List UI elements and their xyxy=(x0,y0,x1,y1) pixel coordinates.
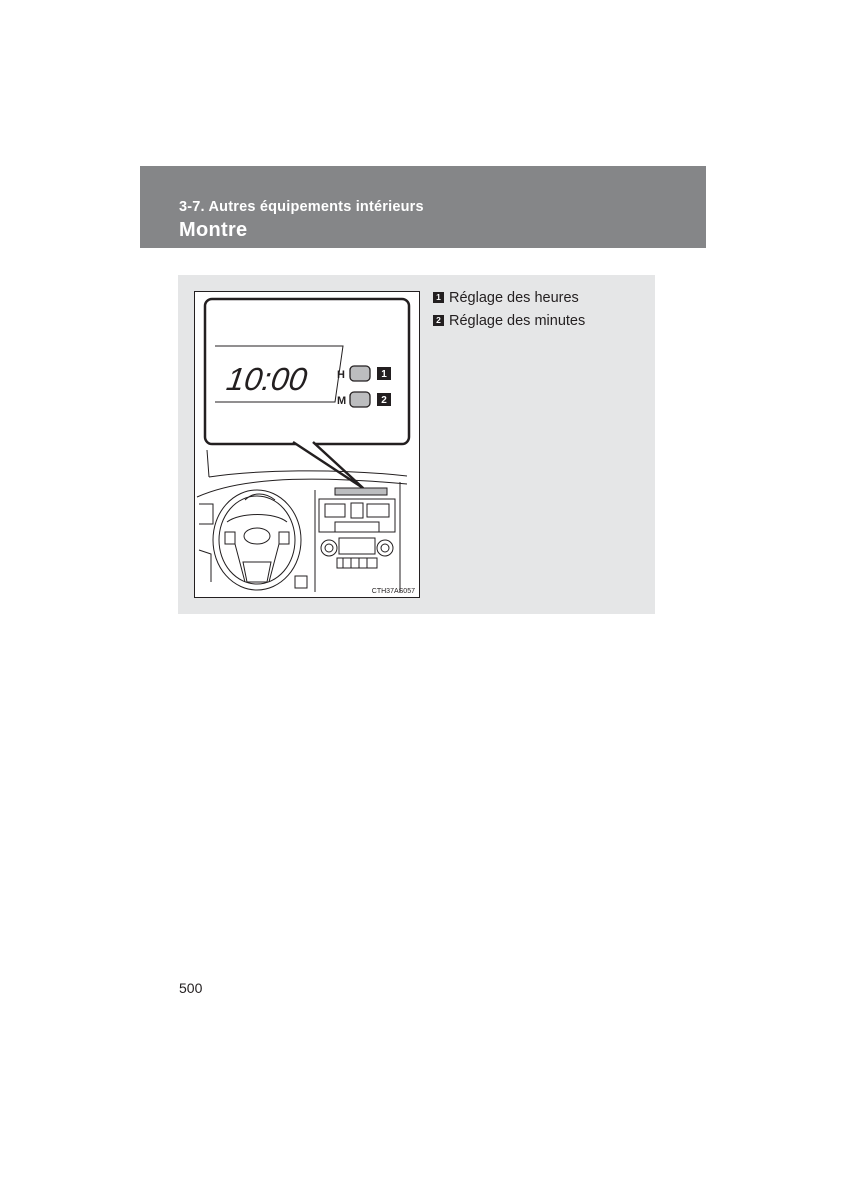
section-label: 3-7. Autres équipements intérieurs xyxy=(179,199,424,215)
callout-1-number: 1 xyxy=(381,369,387,380)
legend-item xyxy=(433,286,648,309)
callout-pointer xyxy=(293,442,363,488)
callout-2-number: 2 xyxy=(381,395,387,406)
dashboard-clock-drawing xyxy=(195,292,419,597)
minute-button-label: M xyxy=(337,395,347,407)
minute-button[interactable] xyxy=(350,392,370,407)
legend-label: Réglage des heures xyxy=(449,289,579,306)
legend xyxy=(433,286,648,332)
chapter-header xyxy=(140,166,706,248)
hour-button[interactable] xyxy=(350,366,370,381)
page-title: Montre xyxy=(179,219,248,241)
clock-digits: 10:00 xyxy=(224,361,310,397)
dashboard-drawing xyxy=(197,450,407,592)
figure-code: CTH37AS057 xyxy=(371,588,415,595)
legend-number-badge: 1 xyxy=(433,292,444,303)
legend-item xyxy=(433,309,648,332)
legend-label: Réglage des minutes xyxy=(449,312,586,329)
content-panel xyxy=(178,275,655,614)
hour-button-label: H xyxy=(337,369,345,381)
page-number: 500 xyxy=(179,980,203,996)
clock-illustration xyxy=(194,291,420,598)
legend-number-badge: 2 xyxy=(433,315,444,326)
